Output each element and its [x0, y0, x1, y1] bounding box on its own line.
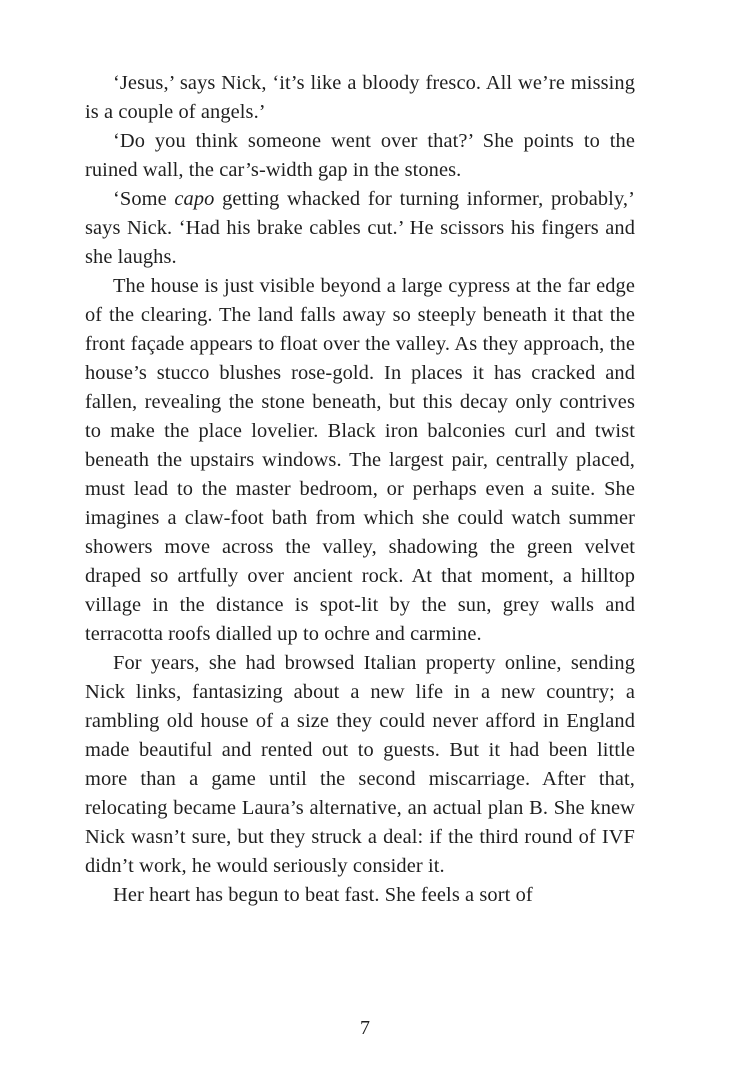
paragraph-4: [85, 272, 635, 649]
paragraph-5-text: For years, she had browsed Italian property online, sending Nick links, fantasizing about a new life in a new country; a rambling old house of a size they could never afford in England made beautiful and rented out to guests. But it had been little more than a game until the second miscarriage. After that, relocating became Laura’s alternative, an actual plan B. She knew Nick wasn’t sure, but they struck a deal: if the third round of IVF didn’t work, he would seriously consider it.: [85, 652, 635, 877]
paragraph-6: [85, 881, 635, 910]
paragraph-3-text-end: getting whacked for turning informer, probably,’ says Nick. ‘Had his brake cables cut.’ He scissors his fingers and she laughs.: [85, 188, 636, 268]
paragraph-6-text: Her heart has begun to beat fast. She feels a sort of: [113, 884, 533, 906]
paragraph-3-italic-word: capo: [174, 188, 215, 210]
paragraph-2-text: ‘Do you think someone went over that?’ She points to the ruined wall, the car’s-width gap in the stones.: [85, 130, 635, 181]
paragraph-3-text-start: ‘Some: [113, 188, 175, 210]
paragraph-4-text: The house is just visible beyond a large cypress at the far edge of the clearing. The land falls away so steeply beneath it that the front façade appears to float over the valley. As they approach, the house’s stucco blushes rose-gold. In places it has cracked and fallen, revealing the stone beneath, but this decay only contrives to make the place lovelier. Black iron balconies curl and twist beneath the upstairs windows. The largest pair, centrally placed, must lead to the master bedroom, or perhaps even a suite. She imagines a claw-foot bath from which she could watch summer showers move across the valley, shadowing the green velvet draped so artfully over ancient rock. At that moment, a hilltop village in the distance is spot-lit by the sun, grey walls and terracotta roofs dialled up to ochre and carmine.: [85, 275, 635, 645]
page-body-text: [85, 69, 635, 910]
paragraph-1: [85, 69, 635, 127]
page-number: 7: [360, 1017, 370, 1039]
paragraph-5: [85, 649, 635, 881]
paragraph-3: [85, 185, 635, 272]
paragraph-2: [85, 127, 635, 185]
paragraph-1-text: ‘Jesus,’ says Nick, ‘it’s like a bloody fresco. All we’re missing is a couple of angels.’: [85, 72, 635, 123]
